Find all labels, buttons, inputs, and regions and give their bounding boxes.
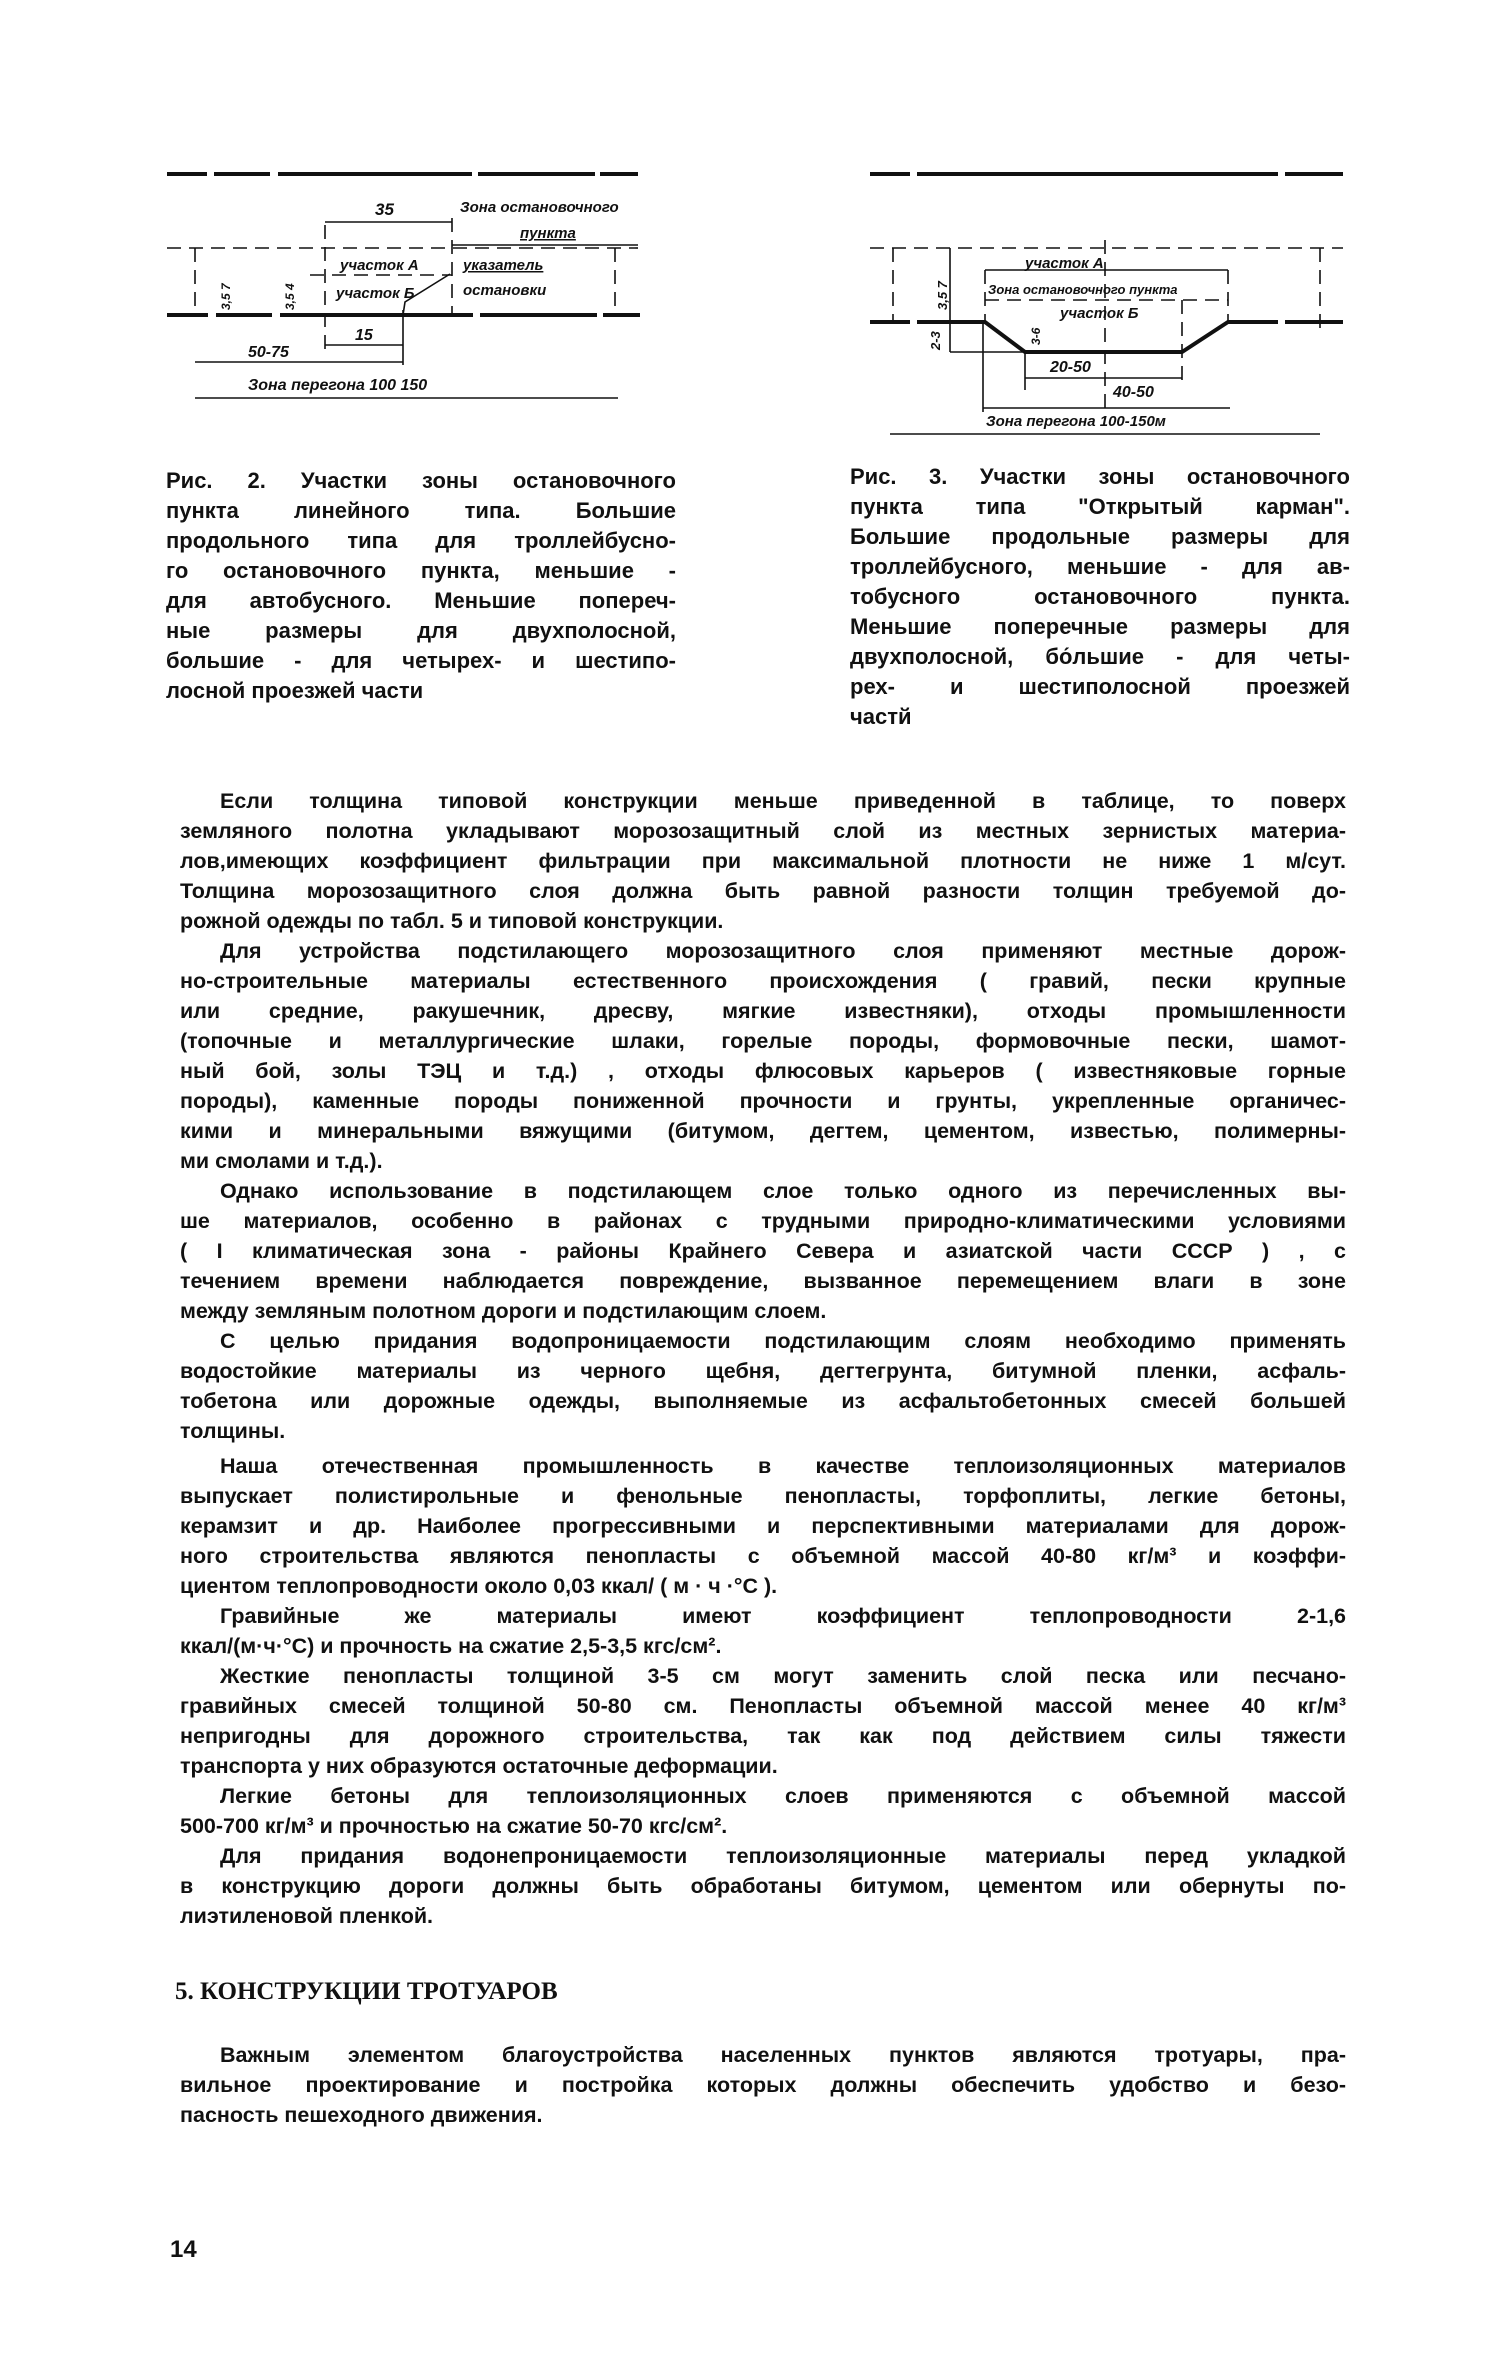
text-line: выпускает полистирольные и фенольные пенопласты, торфоплиты, легкие бетоны,: [180, 1484, 1346, 1508]
fig2-dim-50-75: 50-75: [248, 344, 289, 361]
fig3-dim-40-50: 40-50: [1113, 384, 1154, 401]
text-line: течением времени наблюдается повреждение, вызванное перемещением влаги в зоне: [180, 1269, 1346, 1293]
fig3-stop-zone: Зона остановочного пункта: [988, 282, 1178, 297]
fig3-width-a: 3,5 7: [935, 281, 950, 310]
fig3-width-d: 3-6: [1029, 327, 1043, 345]
page-number: 14: [170, 2236, 197, 2263]
fig2-width-a: 3,5 7: [219, 283, 233, 310]
fig3-section-b: участок Б: [1060, 305, 1139, 322]
text-line: или средние, ракушечник, дресву, мягкие известняки), отходы промышленности: [180, 999, 1346, 1023]
paragraph: [180, 1841, 1346, 1931]
text-line: Меньшие поперечные размеры для: [850, 614, 1350, 639]
fig2-stop-zone-label: Зона остановочного: [460, 199, 619, 216]
fig2-stop-zone-label-2: пункта: [520, 225, 576, 242]
text-line: гравийных смесей толщиной 50-80 см. Пенопласты объемной массой менее 40 кг/м³: [180, 1694, 1346, 1718]
text-line: двухполосной, бо́льшие - для четы-: [850, 644, 1350, 669]
paragraph: [180, 1326, 1346, 1446]
text-line: рожной одежды по табл. 5 и типовой конструкции.: [180, 909, 724, 933]
text-line: непригодны для дорожного строительства, так как под действием силы тяжести: [180, 1724, 1346, 1748]
text-line: ный бой, золы ТЭЦ и т.д.) , отходы флюсовых карьеров ( известняковые горные: [180, 1059, 1346, 1083]
figure-2-caption: [166, 466, 676, 706]
paragraph: [180, 1601, 1346, 1661]
fig2-section-b: участок Б: [336, 285, 415, 302]
text-line: С целью придания водопроницаемости подстилающим слоям необходимо применять: [220, 1329, 1346, 1353]
fig2-sign-label-2: остановки: [463, 282, 547, 299]
text-line: лиэтиленовой пленкой.: [180, 1904, 434, 1928]
text-line: продольного типа для троллейбусно-: [166, 528, 676, 553]
text-line: породы), каменные породы пониженной прочности и грунты, укрепленные органичес-: [180, 1089, 1346, 1113]
fig3-section-a: участок А: [1025, 255, 1104, 272]
paragraph: [180, 1451, 1346, 1601]
figure-3-caption: [850, 462, 1350, 732]
text-line: пасность пешеходного движения.: [180, 2103, 543, 2127]
section-paragraph: [180, 2040, 1346, 2130]
fig3-width-c: 2-3: [928, 331, 943, 350]
fig3-dim-20-50: 20-50: [1050, 359, 1091, 376]
text-line: пункта типа "Открытый карман".: [850, 494, 1350, 519]
text-line: 500-700 кг/м³ и прочностью на сжатие 50-70 кгс/см².: [180, 1814, 728, 1838]
text-line: кими и минеральными вяжущими (битумом, дегтем, цементом, известью, полимерны-: [180, 1119, 1346, 1143]
text-line: большие - для четырех- и шестипо-: [166, 648, 676, 673]
text-line: Гравийные же материалы имеют коэффициент теплопроводности 2-1,6: [220, 1604, 1346, 1628]
text-line: земляного полотна укладывают морозозащитный слой из местных зернистых материа-: [180, 819, 1346, 843]
fig2-haul-zone: Зона перегона 100 150: [248, 377, 428, 394]
text-line: Для придания водонепроницаемости теплоизоляционные материалы перед укладкой: [220, 1844, 1346, 1868]
text-line: рех- и шестиполосной проезжей: [850, 674, 1350, 699]
text-line: водостойкие материалы из черного щебня, дегтегрунта, битумной пленки, асфаль-: [180, 1359, 1346, 1383]
text-line: лосной проезжей части: [166, 678, 424, 703]
fig2-dim-35: 35: [375, 200, 394, 219]
text-line: керамзит и др. Наиболее прогрессивными и перспективными материалами для дорож-: [180, 1514, 1346, 1538]
text-line: ккал/(м·ч·°С) и прочность на сжатие 2,5-3,5 кгс/см².: [180, 1634, 722, 1658]
fig2-sign-label: указатель: [463, 257, 544, 274]
text-line: Однако использование в подстилающем слое только одного из перечисленных вы-: [220, 1179, 1346, 1203]
text-line: лов,имеющих коэффициент фильтрации при максимальной плотности не ниже 1 м/сут.: [180, 849, 1346, 873]
text-line: ми смолами и т.д.).: [180, 1149, 383, 1173]
text-line: транспорта у них образуются остаточные деформации.: [180, 1754, 778, 1778]
text-line: (топочные и металлургические шлаки, горелые породы, формовочные пески, шамот-: [180, 1029, 1346, 1053]
text-line: Толщина морозозащитного слоя должна быть равной разности толщин требуемой до-: [180, 879, 1346, 903]
paragraph: [180, 1176, 1346, 1326]
text-line: тобусного остановочного пункта.: [850, 584, 1350, 609]
fig2-section-a: участок А: [340, 257, 419, 274]
text-line: Большие продольные размеры для: [850, 524, 1350, 549]
section-heading: 5. КОНСТРУКЦИИ ТРОТУАРОВ: [175, 1978, 558, 2005]
text-line: толщины.: [180, 1419, 286, 1443]
text-line: Важным элементом благоустройства населенных пунктов являются тротуары, пра-: [220, 2043, 1346, 2067]
paragraph: [180, 936, 1346, 1176]
fig2-dim-15: 15: [355, 327, 373, 344]
paragraph: [180, 1781, 1346, 1841]
text-line: ные размеры для двухполосной,: [166, 618, 676, 643]
fig3-haul-zone: Зона перегона 100-150м: [986, 413, 1166, 430]
text-line: между земляным полотном дороги и подстилающим слоем.: [180, 1299, 827, 1323]
text-line: троллейбусного, меньшие - для ав-: [850, 554, 1350, 579]
text-line: вильное проектирование и постройка которых должны обеспечить удобство и безо-: [180, 2073, 1346, 2097]
text-line: Если толщина типовой конструкции меньше приведенной в таблице, то поверх: [220, 789, 1346, 813]
text-line: частй: [850, 704, 912, 729]
figure-3-diagram: [860, 150, 1360, 450]
text-line: го остановочного пункта, меньшие -: [166, 558, 676, 583]
text-line: пункта линейного типа. Большие: [166, 498, 676, 523]
text-line: в конструкцию дороги должны быть обработаны битумом, цементом или обернуты по-: [180, 1874, 1346, 1898]
text-line: циентом теплопроводности около 0,03 ккал/ ( м · ч ·°С ).: [180, 1574, 778, 1598]
text-line: ше материалов, особенно в районах с трудными природно-климатическими условиями: [180, 1209, 1346, 1233]
text-line: Рис. 3. Участки зоны остановочного: [850, 464, 1350, 489]
body-text: [180, 786, 1346, 1931]
fig2-width-b: 3,5 4: [283, 283, 297, 310]
text-line: для автобусного. Меньшие попереч-: [166, 588, 676, 613]
paragraph: [180, 1661, 1346, 1781]
text-line: Рис. 2. Участки зоны остановочного: [166, 468, 676, 493]
text-line: Легкие бетоны для теплоизоляционных слоев применяются с объемной массой: [220, 1784, 1346, 1808]
text-line: но-строительные материалы естественного происхождения ( гравий, пески крупные: [180, 969, 1346, 993]
text-line: Наша отечественная промышленность в качестве теплоизоляционных материалов: [220, 1454, 1346, 1478]
text-line: ( I климатическая зона - районы Крайнего Севера и азиатской части СССР ) , с: [180, 1239, 1346, 1263]
text-line: Жесткие пенопласты толщиной 3-5 см могут заменить слой песка или песчано-: [220, 1664, 1346, 1688]
text-line: тобетона или дорожные одежды, выполняемые из асфальтобетонных смесей большей: [180, 1389, 1346, 1413]
paragraph: [180, 786, 1346, 936]
text-line: Для устройства подстилающего морозозащитного слоя применяют местные дорож-: [220, 939, 1346, 963]
figure-2-diagram: [160, 150, 660, 410]
text-line: ного строительства являются пенопласты с объемной массой 40-80 кг/м³ и коэффи-: [180, 1544, 1346, 1568]
